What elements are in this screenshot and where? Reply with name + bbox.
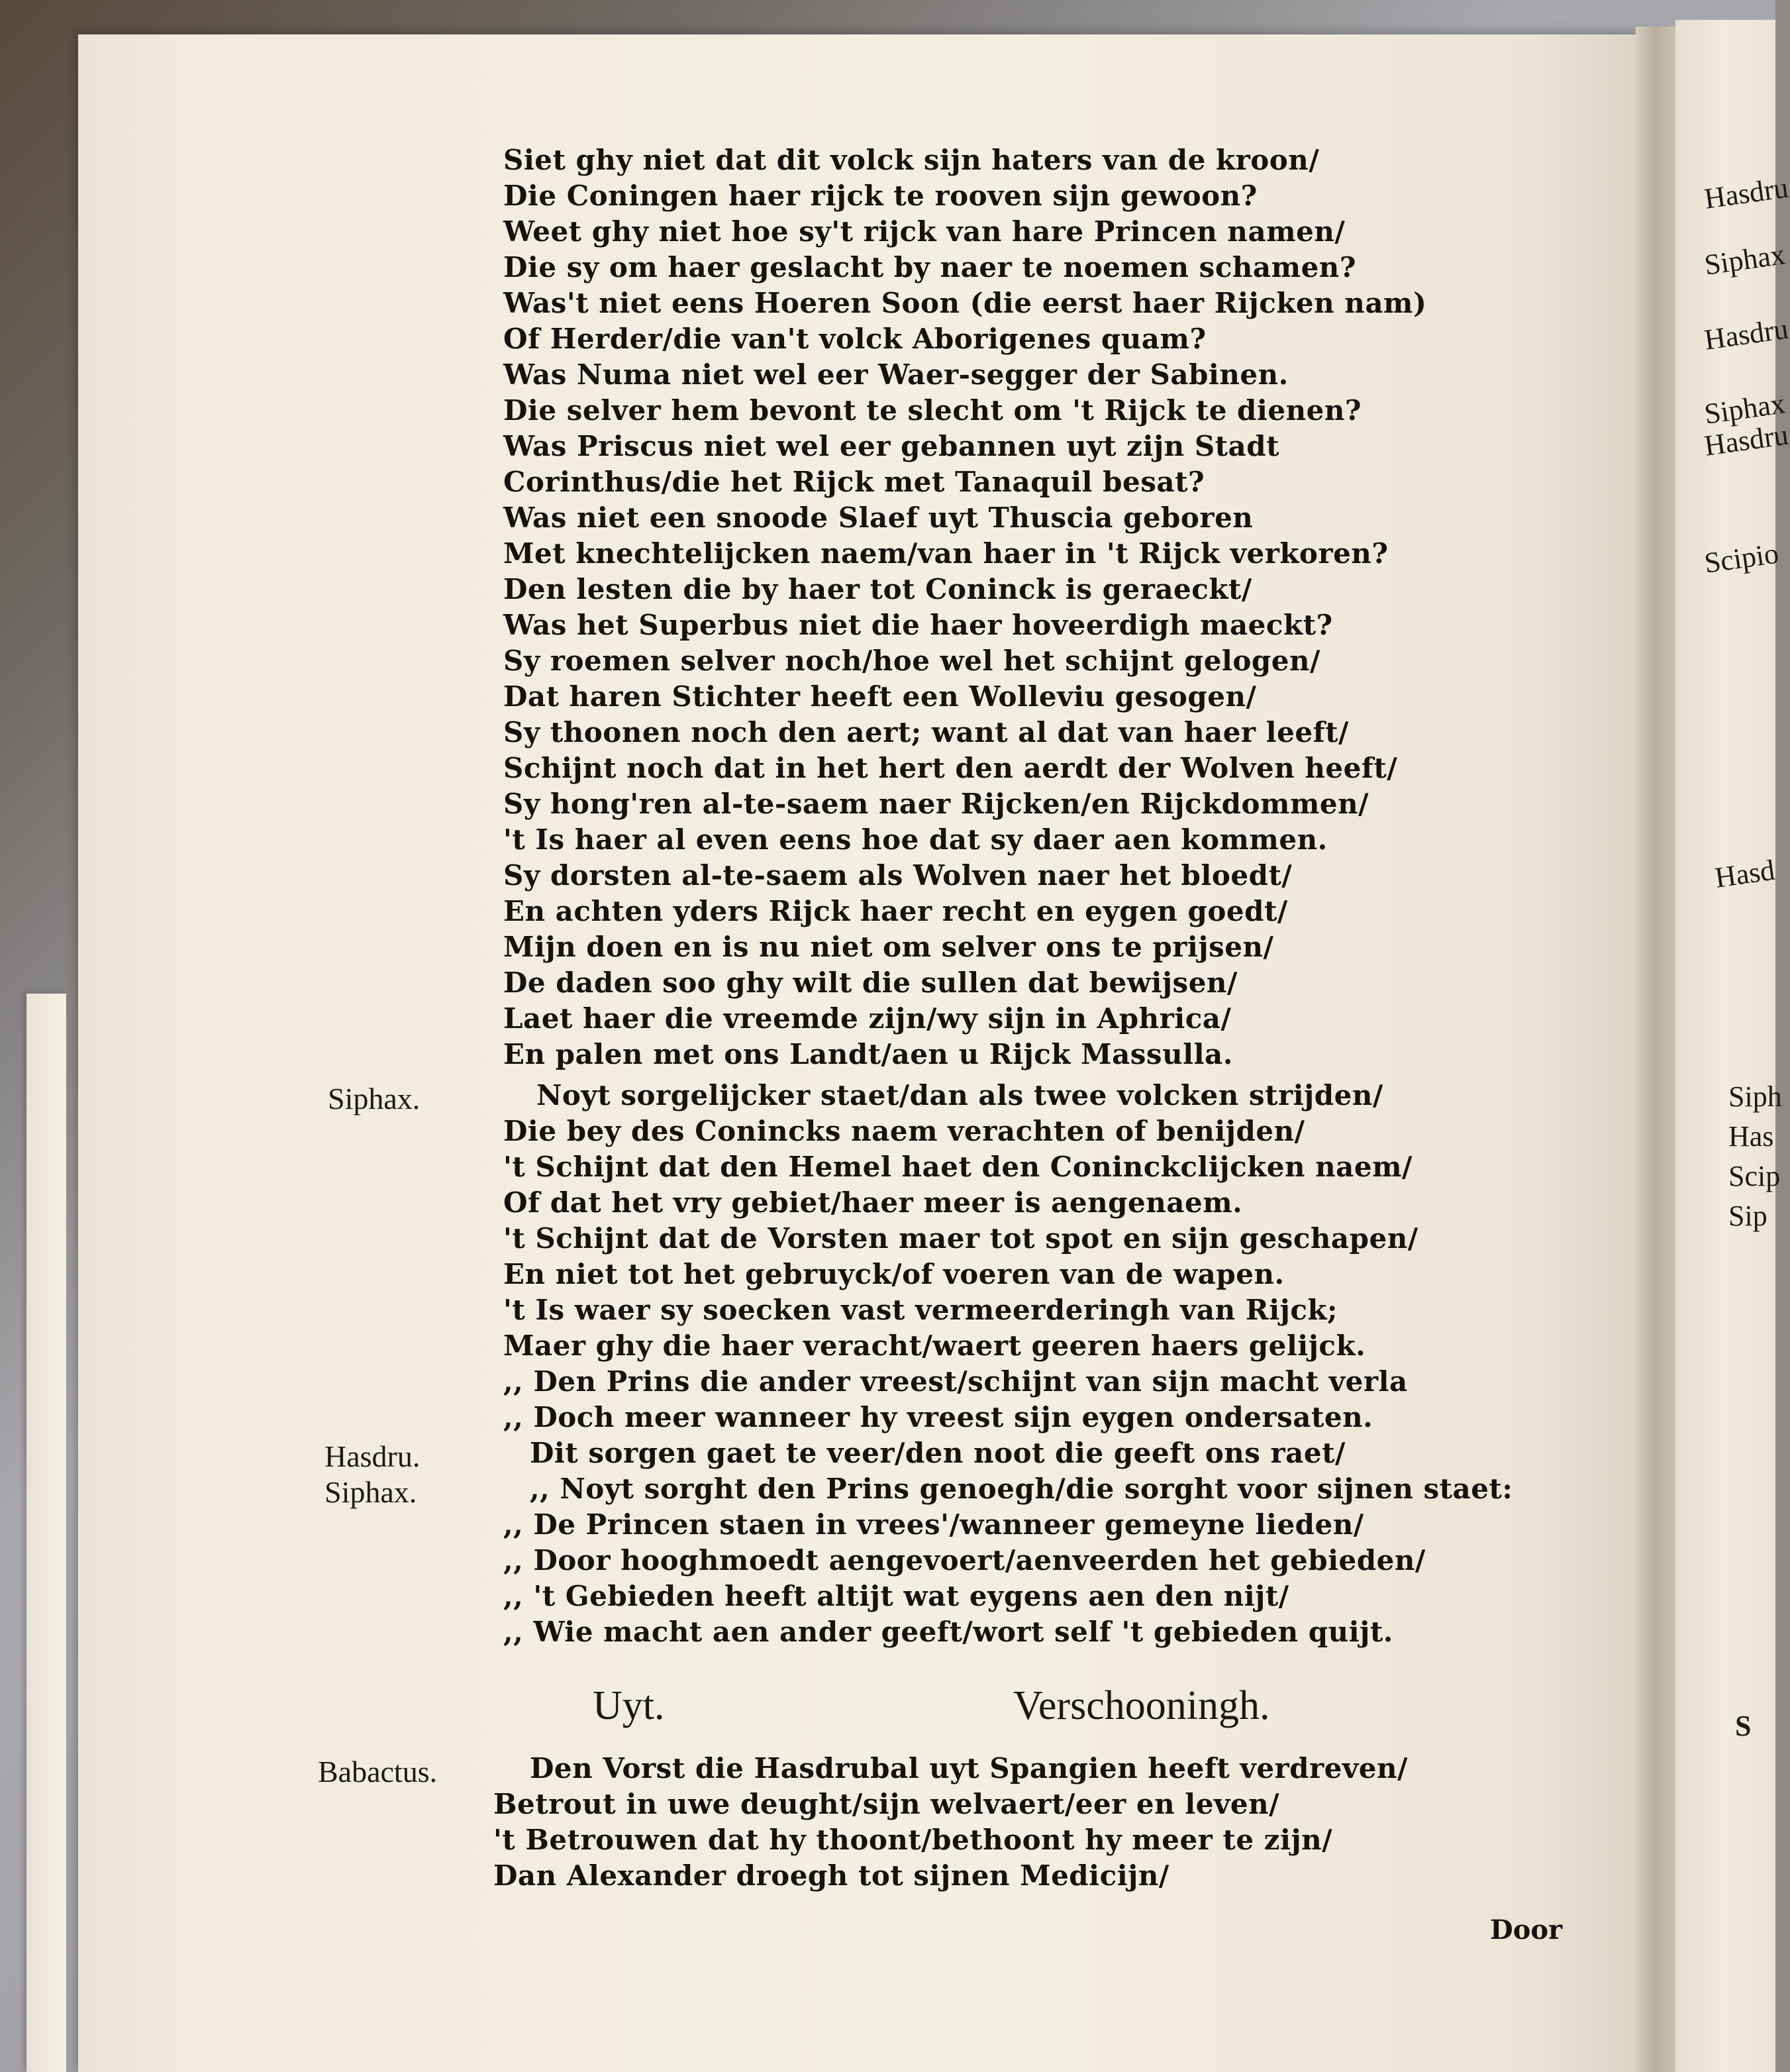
verse-line: Sy hong'ren al-te-saem naer Rijcken/en Rijckdommen/: [503, 788, 1369, 820]
facing-speaker: Siphax: [1702, 238, 1787, 282]
facing-speaker: Scip: [1728, 1160, 1781, 1192]
facing-speaker: Hasdru: [1702, 312, 1790, 356]
speaker-name: Siphax.: [328, 1082, 421, 1115]
verse-line: ,, 't Gebieden heeft altijt wat eygens aen den nijt/: [503, 1580, 1289, 1612]
speaker-name: Babactus.: [318, 1755, 438, 1788]
verse-line: En palen met ons Landt/aen u Rijck Massulla.: [503, 1038, 1233, 1070]
facing-speaker: Has: [1728, 1120, 1774, 1153]
verse-line: Sy thoonen noch den aert; want al dat van haer leeft/: [503, 716, 1349, 749]
facing-page: [1675, 20, 1790, 2072]
verse-line: Die bey des Conincks naem verachten of benijden/: [503, 1115, 1305, 1147]
facing-speaker: Siph: [1728, 1080, 1782, 1113]
facing-speaker: Hasdru: [1702, 418, 1790, 462]
verse-line: ,, Wie macht aen ander geeft/wort self 't gebieden quijt.: [503, 1616, 1393, 1648]
page-stack-edge: [26, 994, 66, 2072]
verse-line: Maer ghy die haer veracht/waert geeren haers gelijck.: [503, 1329, 1366, 1362]
verse-line: Laet haer die vreemde zijn/wy sijn in Aphrica/: [503, 1002, 1232, 1035]
verse-line: Die Coningen haer rijck te rooven sijn gewoon?: [503, 180, 1258, 212]
verse-line: Dan Alexander droegh tot sijnen Medicijn/: [493, 1859, 1169, 1892]
verse-line: Was Numa niet wel eer Waer-segger der Sabinen.: [503, 358, 1289, 391]
verse-line: Dit sorgen gaet te veer/den noot die geeft ons raet/: [530, 1437, 1346, 1469]
verse-line: Sy dorsten al-te-saem als Wolven naer het bloedt/: [503, 859, 1293, 892]
facing-speaker: S: [1735, 1710, 1752, 1742]
scene-heading-left: Uyt.: [593, 1683, 665, 1728]
verse-line: Of dat het vry gebiet/haer meer is aengenaem.: [503, 1186, 1243, 1219]
verse-line: Siet ghy niet dat dit volck sijn haters van de kroon/: [503, 144, 1320, 176]
speaker-name: Siphax.: [324, 1475, 417, 1509]
facing-speaker: Sip: [1728, 1200, 1767, 1232]
verse-line: Weet ghy niet hoe sy't rijck van hare Princen namen/: [503, 215, 1346, 248]
verse-line: 't Betrouwen dat hy thoont/bethoont hy meer te zijn/: [493, 1824, 1333, 1856]
verse-line: Den Vorst die Hasdrubal uyt Spangien heeft verdreven/: [530, 1752, 1408, 1785]
verse-line: ,, Noyt sorght den Prins genoegh/die sorght voor sijnen staet:: [530, 1473, 1513, 1505]
verse-line: 't Schijnt dat den Hemel haet den Coninckclijcken naem/: [503, 1151, 1413, 1183]
verse-line: ,, Den Prins die ander vreest/schijnt van sijn macht verla: [503, 1365, 1408, 1398]
verse-line: Was't niet eens Hoeren Soon (die eerst haer Rijcken nam): [503, 287, 1427, 319]
verse-line: Was niet een snoode Slaef uyt Thuscia geboren: [503, 501, 1254, 534]
verse-line: 't Schijnt dat de Vorsten maer tot spot en sijn geschapen/: [503, 1222, 1418, 1255]
verse-line: ,, De Princen staen in vrees'/wanneer gemeyne lieden/: [503, 1508, 1364, 1541]
verse-line: Noyt sorgelijcker staet/dan als twee volcken strijden/: [536, 1079, 1383, 1112]
facing-speaker: Siphax: [1702, 387, 1787, 431]
facing-speaker: Hasdru: [1702, 171, 1790, 215]
verse-line: De daden soo ghy wilt die sullen dat bewijsen/: [503, 966, 1238, 999]
verse-line: 't Is waer sy soecken vast vermeerderingh van Rijck;: [503, 1294, 1338, 1326]
verse-line: En niet tot het gebruyck/of voeren van de wapen.: [503, 1258, 1285, 1290]
verse-line: Dat haren Stichter heeft een Wolleviu gesogen/: [503, 680, 1257, 713]
verse-line: 't Is haer al even eens hoe dat sy daer aen kommen.: [503, 823, 1328, 856]
verse-line: Corinthus/die het Rijck met Tanaquil besat?: [503, 466, 1205, 498]
facing-speaker: Scipio: [1702, 537, 1781, 580]
verse-line: ,, Doch meer wanneer hy vreest sijn eygen ondersaten.: [503, 1401, 1373, 1433]
verse-line: Mijn doen en is nu niet om selver ons te prijsen/: [503, 931, 1274, 963]
verse-line: Sy roemen selver noch/hoe wel het schijnt gelogen/: [503, 645, 1320, 677]
verse-line: Of Herder/die van't volck Aborigenes quam?: [503, 323, 1207, 355]
verse-line: Was Priscus niet wel eer gebannen uyt zijn Stadt: [503, 430, 1280, 462]
verse-line: Was het Superbus niet die haer hoveerdigh maeckt?: [503, 609, 1333, 641]
verse-line: Den lesten die by haer tot Coninck is geraeckt/: [503, 573, 1252, 605]
catchword: Door: [1490, 1914, 1563, 1945]
verse-line: Schijnt noch dat in het hert den aerdt der Wolven heeft/: [503, 752, 1398, 784]
verse-line: Met knechtelijcken naem/van haer in 't Rijck verkoren?: [503, 537, 1389, 570]
speaker-name: Hasdru.: [324, 1439, 421, 1473]
verse-line: Betrout in uwe deught/sijn welvaert/eer en leven/: [493, 1788, 1279, 1820]
facing-speaker: Hasd: [1713, 853, 1777, 894]
verse-line: En achten yders Rijck haer recht en eygen goedt/: [503, 895, 1288, 927]
verse-line: Die sy om haer geslacht by naer te noemen schamen?: [503, 251, 1356, 284]
verse-line: Die selver hem bevont te slecht om 't Rijck te dienen?: [503, 394, 1362, 427]
verse-line: ,, Door hooghmoedt aengevoert/aenveerden het gebieden/: [503, 1544, 1426, 1577]
scene-heading-right: Verschooningh.: [1013, 1683, 1270, 1728]
